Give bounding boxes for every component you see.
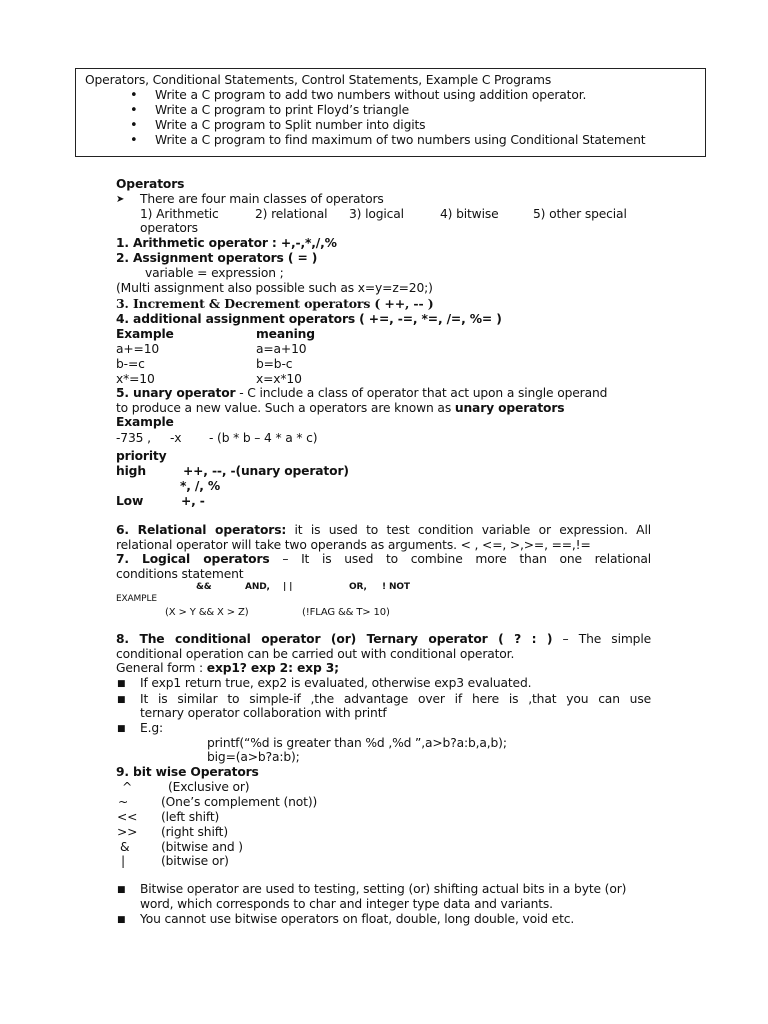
meaning-cell: a=a+10: [256, 342, 307, 356]
priority-ops: *, /, %: [180, 479, 221, 493]
syntax-text: variable = expression ;: [145, 266, 284, 280]
square-bullet-icon: ■: [117, 724, 126, 734]
bullet-text: It is similar to simple-if ,the advantage over if here is ,that you can use: [140, 692, 651, 706]
square-bullet-icon: ■: [117, 695, 126, 705]
example-cell: x*=10: [116, 372, 155, 386]
example-text: -x: [170, 431, 182, 445]
bitwise-symbol: >>: [117, 825, 138, 839]
bullet-icon: •: [130, 118, 138, 133]
logical-line1: [116, 552, 651, 567]
intro-text: There are four main classes of operators: [140, 192, 384, 206]
meaning-cell: x=x*10: [256, 372, 302, 386]
example-text: - (b * b – 4 * a * c): [209, 431, 318, 445]
square-bullet-icon: ■: [117, 679, 126, 689]
body-text: conditions statement: [116, 567, 244, 581]
section-heading: 4. additional assignment operators ( +=, -=, *=, /=, %= ): [116, 312, 502, 326]
class-item: 1) Arithmetic: [140, 207, 219, 221]
bitwise-symbol: ~: [118, 795, 129, 809]
body-text: conditional operation can be carried out with conditional operator.: [116, 647, 515, 661]
section-heading: 8. The conditional operator (or) Ternary operator ( ? : ): [116, 632, 553, 646]
bullet-text: E.g:: [140, 721, 164, 735]
square-bullet-icon: ■: [117, 915, 126, 925]
body-text: to produce a new value. Such a operators are known as: [116, 401, 455, 415]
example-label: EXAMPLE: [116, 594, 157, 604]
body-text: it is used to test condition variable or expression. All: [286, 523, 651, 537]
priority-level: Low: [116, 494, 144, 508]
priority-ops: ++, --, -(unary operator): [183, 464, 349, 478]
column-header: Example: [116, 327, 174, 341]
logical-op: OR,: [349, 582, 367, 592]
class-item: 3) logical: [349, 207, 404, 221]
body-text: relational operator will take two operands as arguments. < , <=, >,>=, ==,!=: [116, 538, 591, 552]
example-text: (!FLAG && T> 10): [302, 607, 390, 618]
bullet-icon: •: [130, 103, 138, 118]
bitwise-desc: (bitwise or): [161, 854, 229, 868]
bullet-icon: •: [130, 88, 138, 103]
class-item: 4) bitwise: [440, 207, 499, 221]
example-label: Example: [116, 415, 174, 429]
general-form: [116, 661, 339, 676]
meaning-cell: b=b-c: [256, 357, 293, 371]
example-text: -735 ,: [116, 431, 151, 445]
code-line: big=(a>b?a:b);: [207, 750, 300, 764]
body-text: - C include a class of operator that act upon a single operand: [235, 386, 608, 400]
class-item: 5) other special: [533, 207, 627, 221]
section-heading: 1. Arithmetic operator : +,-,*,/,%: [116, 236, 337, 250]
column-header: meaning: [256, 327, 315, 341]
box-item: Write a C program to Split number into digits: [155, 118, 426, 132]
bitwise-symbol: |: [121, 854, 125, 868]
logical-op: &&: [196, 582, 212, 592]
bullet-text: Bitwise operator are used to testing, setting (or) shifting actual bits in a byte (or): [140, 882, 627, 896]
priority-label: priority: [116, 449, 167, 463]
example-text: (X > Y && X > Z): [165, 607, 249, 618]
unary-line1: [116, 386, 607, 401]
logical-op: AND,: [245, 582, 270, 592]
body-text: General form :: [116, 661, 207, 675]
square-bullet-icon: ■: [117, 885, 126, 895]
box-item: Write a C program to print Floyd’s triangle: [155, 103, 410, 117]
bitwise-desc: (bitwise and ): [161, 840, 243, 854]
ternary-line1: [116, 632, 651, 647]
general-form-syntax: exp1? exp 2: exp 3;: [206, 661, 339, 675]
bitwise-symbol: &: [120, 840, 130, 854]
body-text: – The simple: [552, 632, 651, 646]
bitwise-desc: (left shift): [161, 810, 220, 824]
example-cell: a+=10: [116, 342, 160, 356]
bullet-icon: •: [130, 133, 138, 148]
box-item: Write a C program to add two numbers without using addition operator.: [155, 88, 587, 102]
bitwise-symbol: <<: [117, 810, 138, 824]
class-item: operators: [140, 221, 198, 235]
bitwise-desc: (One’s complement (not)): [161, 795, 318, 809]
priority-level: high: [116, 464, 146, 478]
priority-ops: +, -: [181, 494, 205, 508]
bitwise-symbol: ^: [122, 780, 133, 794]
note-text: (Multi assignment also possible such as x=y=z=20;): [116, 281, 433, 295]
example-cell: b-=c: [116, 357, 145, 371]
body-text: – It is used to combine more than one relational: [269, 552, 651, 566]
section-heading: 5. unary operator: [116, 386, 236, 400]
section-heading: 7. Logical operators: [116, 552, 270, 566]
bitwise-desc: (right shift): [161, 825, 228, 839]
section-heading: Operators: [116, 177, 185, 191]
bold-term: unary operators: [454, 401, 565, 415]
bullet-text: ternary operator collaboration with printf: [140, 706, 387, 720]
arrow-bullet-icon: ➤: [116, 194, 125, 205]
logical-op: | |: [283, 582, 293, 592]
section-heading: 2. Assignment operators ( = ): [116, 251, 318, 265]
relational-line1: [116, 523, 651, 538]
bitwise-desc: (Exclusive or): [168, 780, 250, 794]
code-line: printf(“%d is greater than %d ,%d ”,a>b?a:b,a,b);: [207, 736, 507, 750]
unary-line2: [116, 401, 564, 416]
section-heading: 3. Increment & Decrement operators ( ++, -- ): [116, 296, 434, 311]
section-heading: 9. bit wise Operators: [116, 765, 259, 779]
class-item: 2) relational: [255, 207, 328, 221]
bullet-text: If exp1 return true, exp2 is evaluated, otherwise exp3 evaluated.: [140, 676, 532, 690]
logical-op: ! NOT: [382, 582, 410, 592]
section-heading: 6. Relational operators:: [116, 523, 287, 537]
box-item: Write a C program to find maximum of two numbers using Conditional Statement: [155, 133, 646, 147]
box-title: Operators, Conditional Statements, Control Statements, Example C Programs: [85, 73, 552, 87]
bullet-text: You cannot use bitwise operators on float, double, long double, void etc.: [140, 912, 575, 926]
bullet-text: word, which corresponds to char and integer type data and variants.: [140, 897, 553, 911]
